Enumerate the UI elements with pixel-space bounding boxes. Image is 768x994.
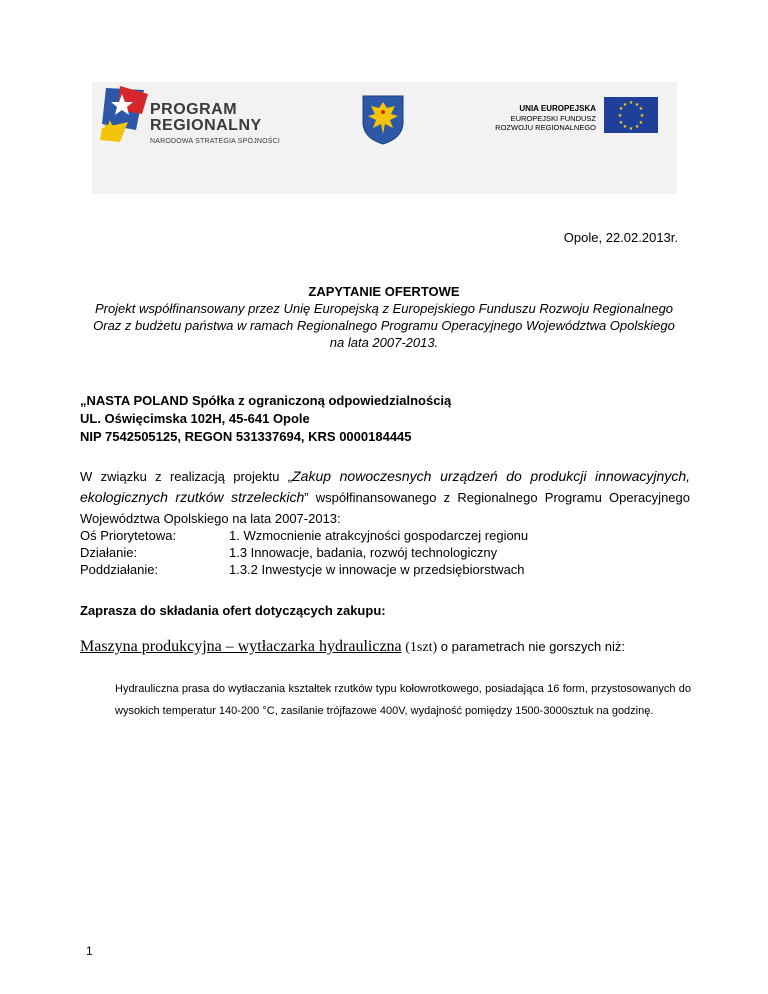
invitation-heading: Zaprasza do składania ofert dotyczących zakupu:: [80, 603, 386, 618]
svg-text:★: ★: [622, 102, 628, 108]
opolskie-crest-icon: [360, 94, 406, 146]
company-address: UL. Oświęcimska 102H, 45-641 Opole: [80, 411, 310, 426]
eu-logo-line3: ROZWOJU REGIONALNEGO: [495, 123, 596, 132]
svg-text:★: ★: [639, 113, 645, 119]
svg-text:★: ★: [618, 120, 624, 126]
axis-label: Oś Priorytetowa:: [80, 528, 177, 543]
svg-text:★: ★: [628, 100, 634, 106]
company-ids: NIP 7542505125, REGON 531337694, KRS 0000184445: [80, 429, 412, 444]
svg-text:★: ★: [617, 113, 623, 119]
subtitle-line-2: Oraz z budżetu państwa w ramach Regionalnego Programu Operacyjnego Województwa Opolskiego: [93, 318, 675, 333]
axis-value: 1. Wzmocnienie atrakcyjności gospodarczej regionu: [229, 528, 529, 543]
machine-line: [80, 638, 625, 656]
machine-description: Hydrauliczna prasa do wytłaczania kształtek rzutków typu kołowrotkowego, posiadająca 16 form, przystosowanych do wysokich temperatur 140-200 °C, zasilanie trójfazowe 400V, wydajność pomiędzy 1500-3000sztuk na godzinę.: [115, 683, 691, 717]
priority-axes: [80, 527, 528, 578]
document-date: Opole, 22.02.2013r.: [563, 230, 678, 245]
page-number: 1: [86, 944, 93, 958]
project-name: Zakup nowoczesnych urządzeń do produkcji innowacyjnych, ekologicznych rzutków strzeleckich: [80, 468, 690, 505]
eu-logo-line2: EUROPEJSKI FUNDUSZ: [510, 114, 596, 123]
eu-logo-text: [468, 104, 596, 132]
axis-label: Działanie:: [80, 545, 138, 560]
document-title: ZAPYTANIE OFERTOWE: [308, 284, 460, 299]
title-block: [80, 283, 688, 351]
subtitle-line-1: Projekt współfinansowany przez Unię Europejską z Europejskiego Funduszu Rozwoju Regionalnego: [94, 301, 674, 316]
axis-value: 1.3 Innowacje, badania, rozwój technologiczny: [229, 545, 498, 560]
svg-text:★: ★: [618, 106, 624, 112]
machine-name: Maszyna produkcyjna – wytłaczarka hydrauliczna: [80, 638, 402, 655]
intro-prefix: W związku z realizacją projektu „: [80, 469, 293, 484]
company-block: [80, 392, 451, 446]
eu-logo-line1: UNIA EUROPEJSKA: [519, 104, 596, 113]
program-logo-line1: PROGRAM: [150, 101, 238, 118]
svg-text:★: ★: [628, 126, 634, 132]
eu-flag-icon: [604, 97, 658, 133]
subtitle-line-3: na lata 2007-2013.: [329, 335, 439, 350]
axis-label: Poddziałanie:: [80, 562, 159, 577]
company-name: „NASTA POLAND Spółka z ograniczoną odpowiedzialnością: [80, 393, 452, 408]
machine-suffix: o parametrach nie gorszych niż:: [437, 639, 626, 654]
svg-text:★: ★: [638, 106, 644, 112]
program-logo-line2: REGIONALNY: [150, 117, 262, 134]
svg-text:★: ★: [634, 124, 640, 130]
svg-text:★: ★: [634, 102, 640, 108]
axis-row: [80, 561, 528, 578]
intro-paragraph: [80, 466, 690, 529]
svg-text:★: ★: [622, 124, 628, 130]
axis-value: 1.3.2 Inwestycje w innowacje w przedsiębiorstwach: [229, 562, 525, 577]
machine-quantity: (1szt): [405, 640, 438, 655]
header-logo-band: [92, 82, 677, 194]
axis-row: [80, 527, 528, 544]
axis-row: [80, 544, 528, 561]
program-regionalny-text: [150, 102, 280, 145]
svg-text:★: ★: [638, 120, 644, 126]
program-logo-line3: NARODOWA STRATEGIA SPÓJNOŚCI: [150, 138, 281, 145]
intro-suffix: ” współfinansowanego z Regionalnego Programu Operacyjnego Województwa Opolskiego na lata 2007-2013:: [80, 490, 690, 526]
